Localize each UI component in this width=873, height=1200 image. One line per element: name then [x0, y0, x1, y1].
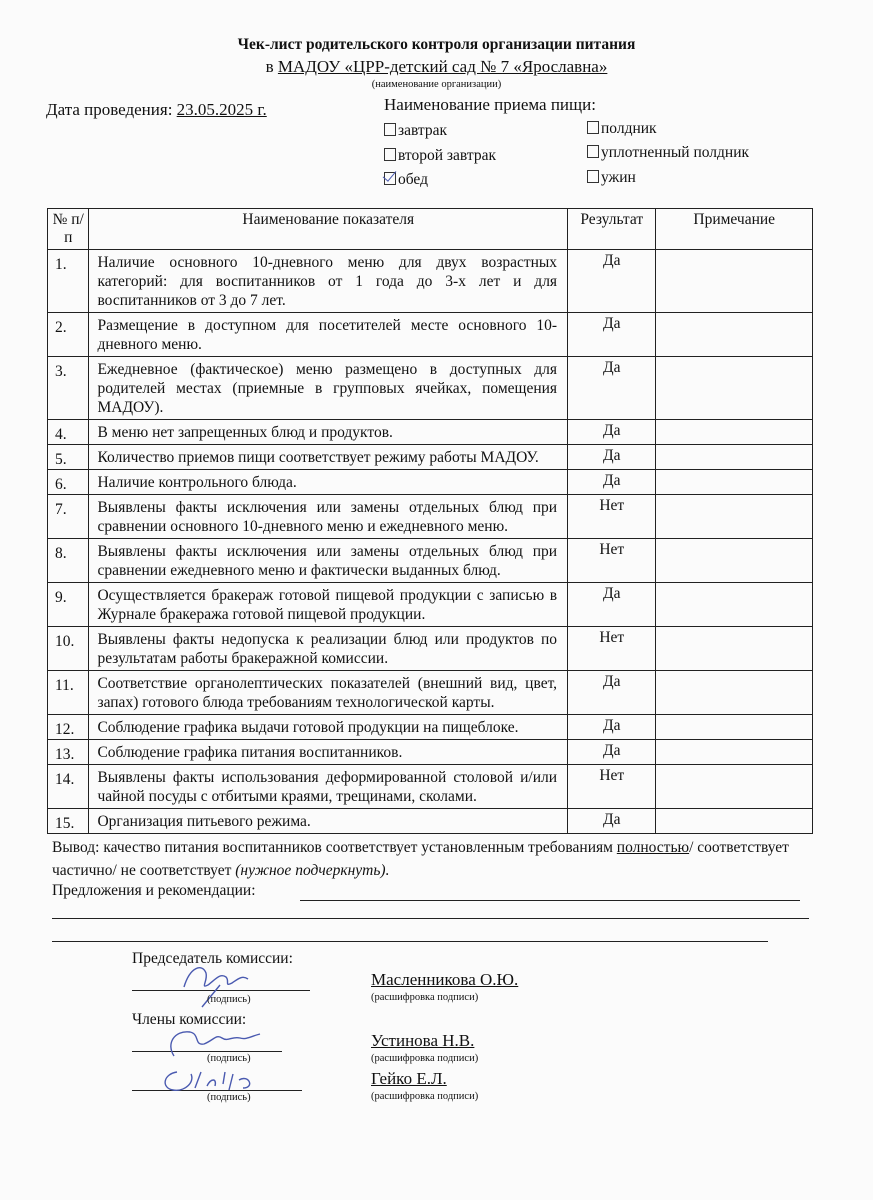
row-indicator: Наличие контрольного блюда.: [89, 470, 568, 495]
meal-option-dense-snack[interactable]: [587, 144, 749, 162]
meal-option-label: завтрак: [398, 122, 448, 139]
table-row: [48, 583, 813, 627]
row-number: 15.: [48, 809, 89, 834]
row-note: [656, 765, 813, 809]
row-indicator: Выявлены факты исключения или замены отдельных блюд при сравнении основного 10-дневного меню и ежедневного меню.: [89, 495, 568, 539]
row-note: [656, 671, 813, 715]
header-result: Результат: [568, 209, 656, 250]
table-row: [48, 740, 813, 765]
row-indicator: Соблюдение графика выдачи готовой продукции на пищеблоке.: [89, 715, 568, 740]
row-result: Да: [568, 740, 656, 765]
row-indicator: Ежедневное (фактическое) меню размещено в доступных для родителей местах (приемные в групповых ячейках, помещения МАДОУ).: [89, 357, 568, 420]
row-number: 4.: [48, 420, 89, 445]
row-result: Нет: [568, 627, 656, 671]
proposals-line: [52, 918, 809, 919]
row-result: Да: [568, 445, 656, 470]
row-note: [656, 740, 813, 765]
header-note: Примечание: [656, 209, 813, 250]
row-result: Нет: [568, 539, 656, 583]
checklist-table: [47, 208, 813, 834]
row-number: 11.: [48, 671, 89, 715]
row-note: [656, 470, 813, 495]
row-number: 8.: [48, 539, 89, 583]
checkbox-icon: [587, 145, 599, 158]
meal-option-afternoon-snack[interactable]: [587, 120, 657, 138]
meal-option-lunch[interactable]: [384, 171, 428, 189]
row-number: 13.: [48, 740, 89, 765]
conclusion-block: [52, 836, 832, 882]
proposals-line: [300, 900, 800, 901]
row-number: 7.: [48, 495, 89, 539]
table-row: [48, 445, 813, 470]
row-number: 5.: [48, 445, 89, 470]
checkbox-icon: [587, 121, 599, 134]
row-number: 12.: [48, 715, 89, 740]
organization-line: [0, 57, 873, 77]
row-note: [656, 809, 813, 834]
row-indicator: Количество приемов пищи соответствует режиму работы МАДОУ.: [89, 445, 568, 470]
row-number: 2.: [48, 313, 89, 357]
chair-name: Масленникова О.Ю.: [371, 970, 519, 989]
chair-sign-caption: (подпись): [207, 994, 251, 1005]
member1-sign-caption: (подпись): [207, 1053, 251, 1064]
row-number: 9.: [48, 583, 89, 627]
row-result: Нет: [568, 495, 656, 539]
table-header-row: [48, 209, 813, 250]
member2-sign-caption: (подпись): [207, 1092, 251, 1103]
meal-option-breakfast[interactable]: [384, 122, 447, 140]
row-note: [656, 420, 813, 445]
checkbox-icon: [384, 148, 396, 161]
date-line: [46, 100, 267, 120]
row-indicator: Выявлены факты недопуска к реализации блюд или продуктов по результатам работы бракеражной комиссии.: [89, 627, 568, 671]
table-row: [48, 420, 813, 445]
date-label: Дата проведения:: [46, 100, 173, 119]
row-note: [656, 583, 813, 627]
row-indicator: Осуществляется бракераж готовой пищевой продукции с записью в Журнале бракеража готовой пищевой продукции.: [89, 583, 568, 627]
meal-title: Наименование приема пищи:: [384, 95, 596, 114]
row-indicator: Соблюдение графика питания воспитанников.: [89, 740, 568, 765]
row-result: Да: [568, 715, 656, 740]
org-prefix: в: [265, 57, 274, 76]
meal-option-label: полдник: [601, 120, 657, 137]
table-row: [48, 313, 813, 357]
table-row: [48, 671, 813, 715]
chair-label: Председатель комиссии:: [132, 950, 293, 967]
row-note: [656, 627, 813, 671]
row-result: Да: [568, 470, 656, 495]
row-number: 6.: [48, 470, 89, 495]
table-row: [48, 627, 813, 671]
table-row: [48, 539, 813, 583]
row-note: [656, 495, 813, 539]
row-indicator: Выявлены факты исключения или замены отдельных блюд при сравнении ежедневного меню и фактически выданных блюд.: [89, 539, 568, 583]
row-indicator: Выявлены факты использования деформированной столовой и/или чайной посуды с отбитыми краями, трещинами, сколами.: [89, 765, 568, 809]
table-row: [48, 715, 813, 740]
member2-name: Гейко Е.Л.: [371, 1069, 447, 1088]
header-indicator: Наименование показателя: [89, 209, 568, 250]
conclusion-hint: (нужное подчеркнуть).: [235, 862, 390, 879]
proposals-line: [52, 941, 768, 942]
row-result: Да: [568, 357, 656, 420]
meal-option-label: ужин: [601, 169, 636, 186]
row-note: [656, 445, 813, 470]
member2-decode-caption: (расшифровка подписи): [371, 1091, 479, 1102]
row-result: Да: [568, 313, 656, 357]
organization-caption: (наименование организации): [371, 79, 502, 90]
table-row: [48, 495, 813, 539]
row-result: Да: [568, 420, 656, 445]
organization-name: МАДОУ «ЦРР-детский сад № 7 «Ярославна»: [277, 57, 608, 76]
conclusion-prefix: Вывод: качество питания воспитанников соответствует установленным требованиям: [52, 839, 613, 856]
table-row: [48, 765, 813, 809]
row-result: Да: [568, 809, 656, 834]
checkbox-icon: [587, 170, 599, 183]
table-row: [48, 809, 813, 834]
member1-decode-caption: (расшифровка подписи): [371, 1053, 479, 1064]
header-num: № п/п: [48, 209, 89, 250]
row-indicator: Организация питьевого режима.: [89, 809, 568, 834]
meal-option-second-breakfast[interactable]: [384, 147, 496, 165]
members-label: Члены комиссии:: [132, 1011, 247, 1028]
row-note: [656, 357, 813, 420]
table-row: [48, 470, 813, 495]
row-result: Да: [568, 250, 656, 313]
checked-checkbox-icon: [384, 172, 396, 185]
row-number: 10.: [48, 627, 89, 671]
proposals-label: Предложения и рекомендации:: [52, 882, 256, 899]
row-note: [656, 715, 813, 740]
row-result: Да: [568, 583, 656, 627]
table-row: [48, 250, 813, 313]
meal-option-label: второй завтрак: [398, 147, 496, 164]
row-indicator: Размещение в доступном для посетителей месте основного 10-дневного меню.: [89, 313, 568, 357]
document-title: Чек-лист родительского контроля организации питания: [237, 36, 636, 53]
conclusion-option-full: полностью: [616, 839, 690, 856]
meal-option-dinner[interactable]: [587, 169, 636, 187]
conclusion-rest: соответствует частично/ не соответствует: [52, 839, 789, 879]
row-number: 14.: [48, 765, 89, 809]
row-indicator: Соответствие органолептических показателей (внешний вид, цвет, запах) готового блюда требованиям технологической карты.: [89, 671, 568, 715]
row-result: Нет: [568, 765, 656, 809]
row-number: 1.: [48, 250, 89, 313]
member1-name: Устинова Н.В.: [371, 1031, 475, 1050]
row-note: [656, 250, 813, 313]
row-result: Да: [568, 671, 656, 715]
date-value: 23.05.2025 г.: [176, 100, 267, 119]
row-indicator: В меню нет запрещенных блюд и продуктов.: [89, 420, 568, 445]
checkbox-icon: [384, 123, 396, 136]
row-note: [656, 313, 813, 357]
table-row: [48, 357, 813, 420]
conclusion-separator: /: [689, 839, 694, 856]
chair-decode-caption: (расшифровка подписи): [371, 992, 479, 1003]
row-note: [656, 539, 813, 583]
meal-option-label: обед: [398, 171, 428, 188]
row-indicator: Наличие основного 10-дневного меню для двух возрастных категорий: для воспитанников от 1 года до 3-х лет и для воспитанников от 3 до 7 лет.: [89, 250, 568, 313]
row-number: 3.: [48, 357, 89, 420]
meal-option-label: уплотненный полдник: [601, 144, 750, 161]
